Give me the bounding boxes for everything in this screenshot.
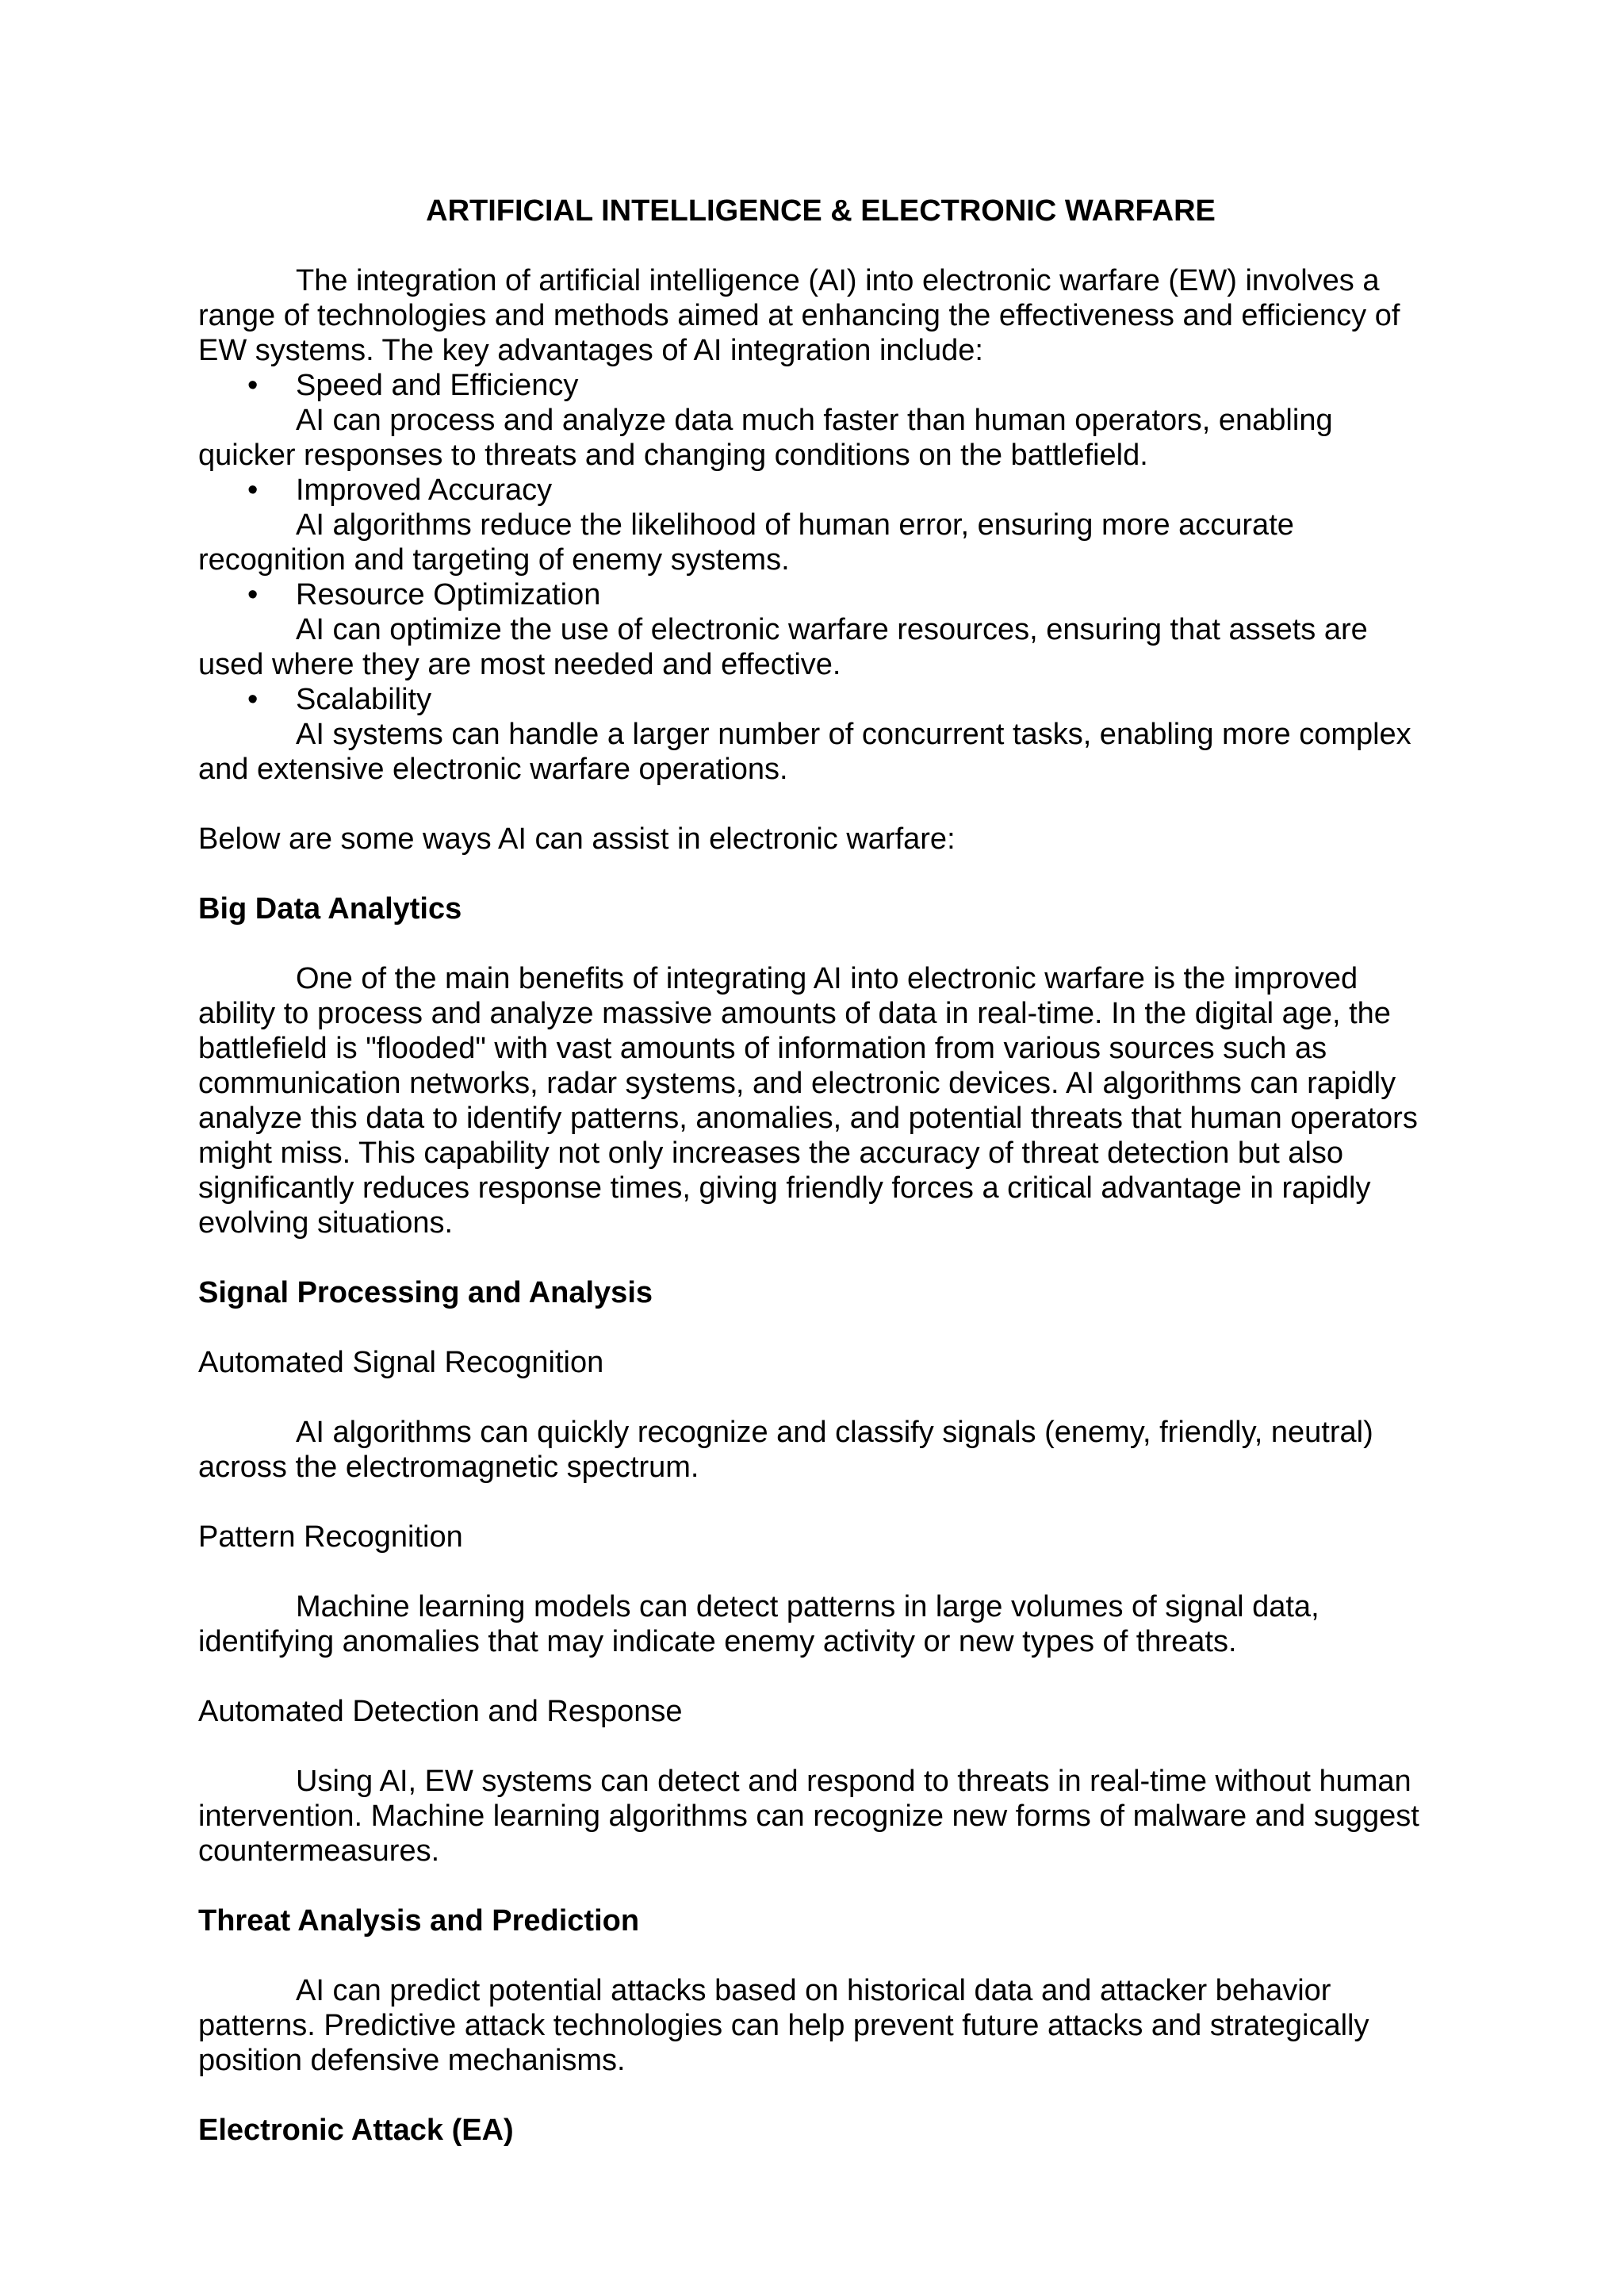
list-item <box>198 682 1435 717</box>
bullet-icon: • <box>247 578 259 611</box>
big-data-paragraph: One of the main benefits of integrating AI into electronic warfare is the improved ability to process and analyze massive amounts of data in real-time. In the digital age, the battlefield is "flooded" with vast amounts of information from various sources such as communication networks, radar systems, and electronic devices. AI algorithms can rapidly analyze this data to identify patterns, anomalies, and potential threats that human operators might miss. This capability not only increases the accuracy of threat detection but also significantly reduces response times, giving friendly forces a critical advantage in rapidly evolving situations. <box>198 962 1418 1240</box>
subheading-detection-response: Automated Detection and Response <box>198 1695 683 1728</box>
advantage-label: Scalability <box>296 683 432 716</box>
bullet-icon: • <box>247 683 259 716</box>
list-item <box>198 473 1435 508</box>
advantage-text: AI can optimize the use of electronic warfare resources, ensuring that assets are used where they are most needed and effective. <box>198 613 1368 681</box>
section-heading-electronic-attack: Electronic Attack (EA) <box>198 2114 514 2147</box>
subheading-pattern-recognition: Pattern Recognition <box>198 1520 463 1554</box>
advantages-list <box>198 368 1435 787</box>
advantage-text: AI systems can handle a larger number of concurrent tasks, enabling more complex and extensive electronic warfare operations. <box>198 718 1411 786</box>
threat-analysis-paragraph: AI can predict potential attacks based on historical data and attacker behavior patterns. Predictive attack technologies can help prevent future attacks and strategically position defensive mechanisms. <box>198 1974 1369 2077</box>
document-title: ARTIFICIAL INTELLIGENCE & ELECTRONIC WARFARE <box>426 194 1216 228</box>
advantage-text: AI can process and analyze data much faster than human operators, enabling quicker responses to threats and changing conditions on the battlefield. <box>198 404 1333 472</box>
signal-recognition-paragraph: AI algorithms can quickly recognize and classify signals (enemy, friendly, neutral) across the electromagnetic spectrum. <box>198 1416 1373 1484</box>
list-item <box>198 368 1435 403</box>
section-heading-big-data: Big Data Analytics <box>198 892 462 926</box>
subheading-signal-recognition: Automated Signal Recognition <box>198 1346 604 1379</box>
advantage-text: AI algorithms reduce the likelihood of human error, ensuring more accurate recognition and targeting of enemy systems. <box>198 508 1294 577</box>
ways-intro: Below are some ways AI can assist in electronic warfare: <box>198 822 956 856</box>
document-page <box>198 194 1435 2148</box>
bullet-icon: • <box>247 369 259 402</box>
advantage-label: Speed and Efficiency <box>296 369 579 402</box>
intro-paragraph: The integration of artificial intelligence (AI) into electronic warfare (EW) involves a range of technologies and methods aimed at enhancing the effectiveness and efficiency of EW systems. The key advantages of AI integration include: <box>198 264 1400 367</box>
pattern-recognition-paragraph: Machine learning models can detect patterns in large volumes of signal data, identifying anomalies that may indicate enemy activity or new types of threats. <box>198 1590 1320 1658</box>
list-item <box>198 577 1435 612</box>
advantage-label: Resource Optimization <box>296 578 601 611</box>
advantage-label: Improved Accuracy <box>296 473 553 507</box>
section-heading-threat-analysis: Threat Analysis and Prediction <box>198 1904 640 1938</box>
section-heading-signal-processing: Signal Processing and Analysis <box>198 1276 653 1309</box>
bullet-icon: • <box>247 473 259 507</box>
detection-response-paragraph: Using AI, EW systems can detect and respond to threats in real-time without human intervention. Machine learning algorithms can recognize new forms of malware and suggest countermeasures. <box>198 1765 1419 1868</box>
